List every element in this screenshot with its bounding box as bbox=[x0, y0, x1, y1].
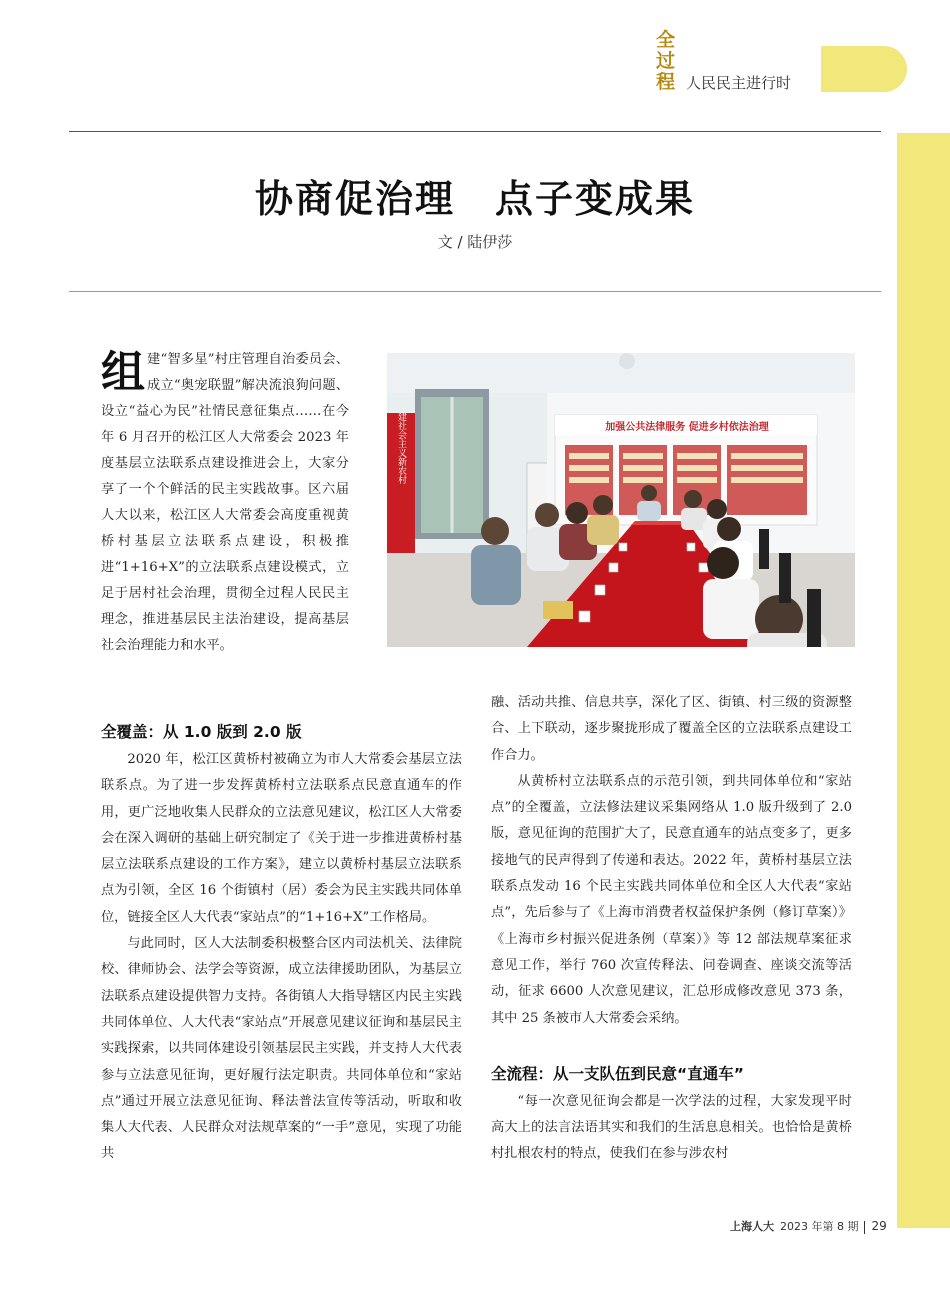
drop-cap: 组 bbox=[101, 347, 145, 398]
paragraph: 与此同时，区人大法制委积极整合区内司法机关、法律院校、律师协会、法学会等资源，成立法律援助团队，为基层立法联系点建设提供智力支持。各街镇人大指导辖区内民主实践共同体单位、人大代表“家站点”开展意见建议征询和基层民主实践探索，以共同体建设引领基层民主实践，并支持人大代表参与立法意见征询，更好履行法定职责。共同体单位和“家站点”通过开展立法意见征询、释法普法宣传等活动，听取和收集人大代表、人民群众对法规草案的“一手”意见，实现了功能共 bbox=[101, 936, 462, 1162]
spacer bbox=[491, 1032, 852, 1059]
page-number: 29 bbox=[871, 1219, 887, 1233]
section-badge bbox=[656, 30, 680, 93]
badge-char: 全 bbox=[656, 29, 676, 51]
footer-divider bbox=[864, 1221, 865, 1234]
meeting-photo bbox=[387, 353, 855, 647]
paragraph: “每一次意见征询会都是一次学法的过程，大家发现平时高大上的法言法语其实和我们的生活息息相关。也恰恰是黄桥村扎根农村的特点，使我们在参与涉农村 bbox=[491, 1093, 852, 1162]
paragraph: 融、活动共推、信息共享，深化了区、街镇、村三级的资源整合、上下联动，逐步聚拢形成了覆盖全区的立法联系点建设工作合力。 bbox=[491, 695, 852, 763]
magazine-name: 上海人大 bbox=[730, 1220, 774, 1233]
top-divider bbox=[69, 131, 881, 132]
paragraph: 2020 年，松江区黄桥村被确立为市人大常委会基层立法联系点。为了进一步发挥黄桥村立法联系点民意直通车的作用，更广泛地收集人民群众的立法意见建议，松江区人大常委会在深入调研的基础上研究制定了《关于进一步推进黄桥村基层立法联系点建设的工作方案》，建立以黄桥村基层立法联系点为引领，全区 16 个街镇村（居）委会为民主实践共同体单位，链接全区人大代表“家站点”的“1+16+X”工作格局。 bbox=[101, 752, 462, 925]
article-column-right bbox=[491, 690, 852, 1168]
intro-text: 建“智多星”村庄管理自治委员会、成立“奥宠联盟”解决流浪狗问题、设立“益心为民”社情民意征集点……在今年 6 月召开的松江区人大常委会 2023 年度基层立法联系点建设推进会上，大家分享了一个个鲜活的民主实践故事。区六届人大以来，松江区人大常委会高度重视黄桥村基层立法联系点建设，积极推进“1+16+X”的立法联系点建设模式，立足于居村社会治理，贯彻全过程人民民主理念，推进基层民主法治建设，提高基层社会治理能力和水平。 bbox=[101, 352, 349, 653]
issue-label: 2023 年第 8 期 bbox=[780, 1220, 859, 1233]
section-heading: 全流程：从一支队伍到民意“直通车” bbox=[491, 1064, 744, 1083]
page-edge-bar bbox=[897, 133, 950, 1228]
page-footer bbox=[730, 1218, 887, 1234]
article-title: 协商促治理 点子变成果 bbox=[254, 176, 695, 221]
badge-char: 过 bbox=[656, 50, 676, 72]
title-divider bbox=[69, 291, 881, 292]
article-byline: 文 / 陆伊莎 bbox=[437, 233, 513, 251]
intro-paragraph bbox=[101, 347, 349, 659]
badge-char: 程 bbox=[656, 71, 676, 93]
wall-sign-text: 建社会主义新农村 bbox=[396, 412, 406, 484]
paragraph: 从黄桥村立法联系点的示范引领，到共同体单位和“家站点”的全覆盖，立法修法建议采集网络从 1.0 版升级到了 2.0 版，意见征询的范围扩大了，民意直通车的站点变多了，更多接地气的民声得到了传递和表达。2022 年，黄桥村基层立法联系点发动 16 个民主实践共同体单位和全区人大代表“家站点”，先后参与了《上海市消费者权益保护条例（修订草案）》《上海市乡村振兴促进条例（草案）》等 12 部法规草案征求意见工作，举行 760 次宣传释法、问卷调查、座谈交流等活动，征求 6600 人次意见建议，汇总形成修改意见 373 条，其中 25 条被市人大常委会采纳。 bbox=[491, 773, 852, 1026]
wall-banner-text: 加强公共法律服务 促进乡村依法治理 bbox=[605, 422, 769, 433]
section-heading: 全覆盖：从 1.0 版到 2.0 版 bbox=[101, 723, 302, 741]
article-column-left bbox=[101, 717, 462, 1168]
section-tab-decoration bbox=[821, 46, 907, 92]
section-label: 人民民主进行时 bbox=[686, 74, 792, 92]
